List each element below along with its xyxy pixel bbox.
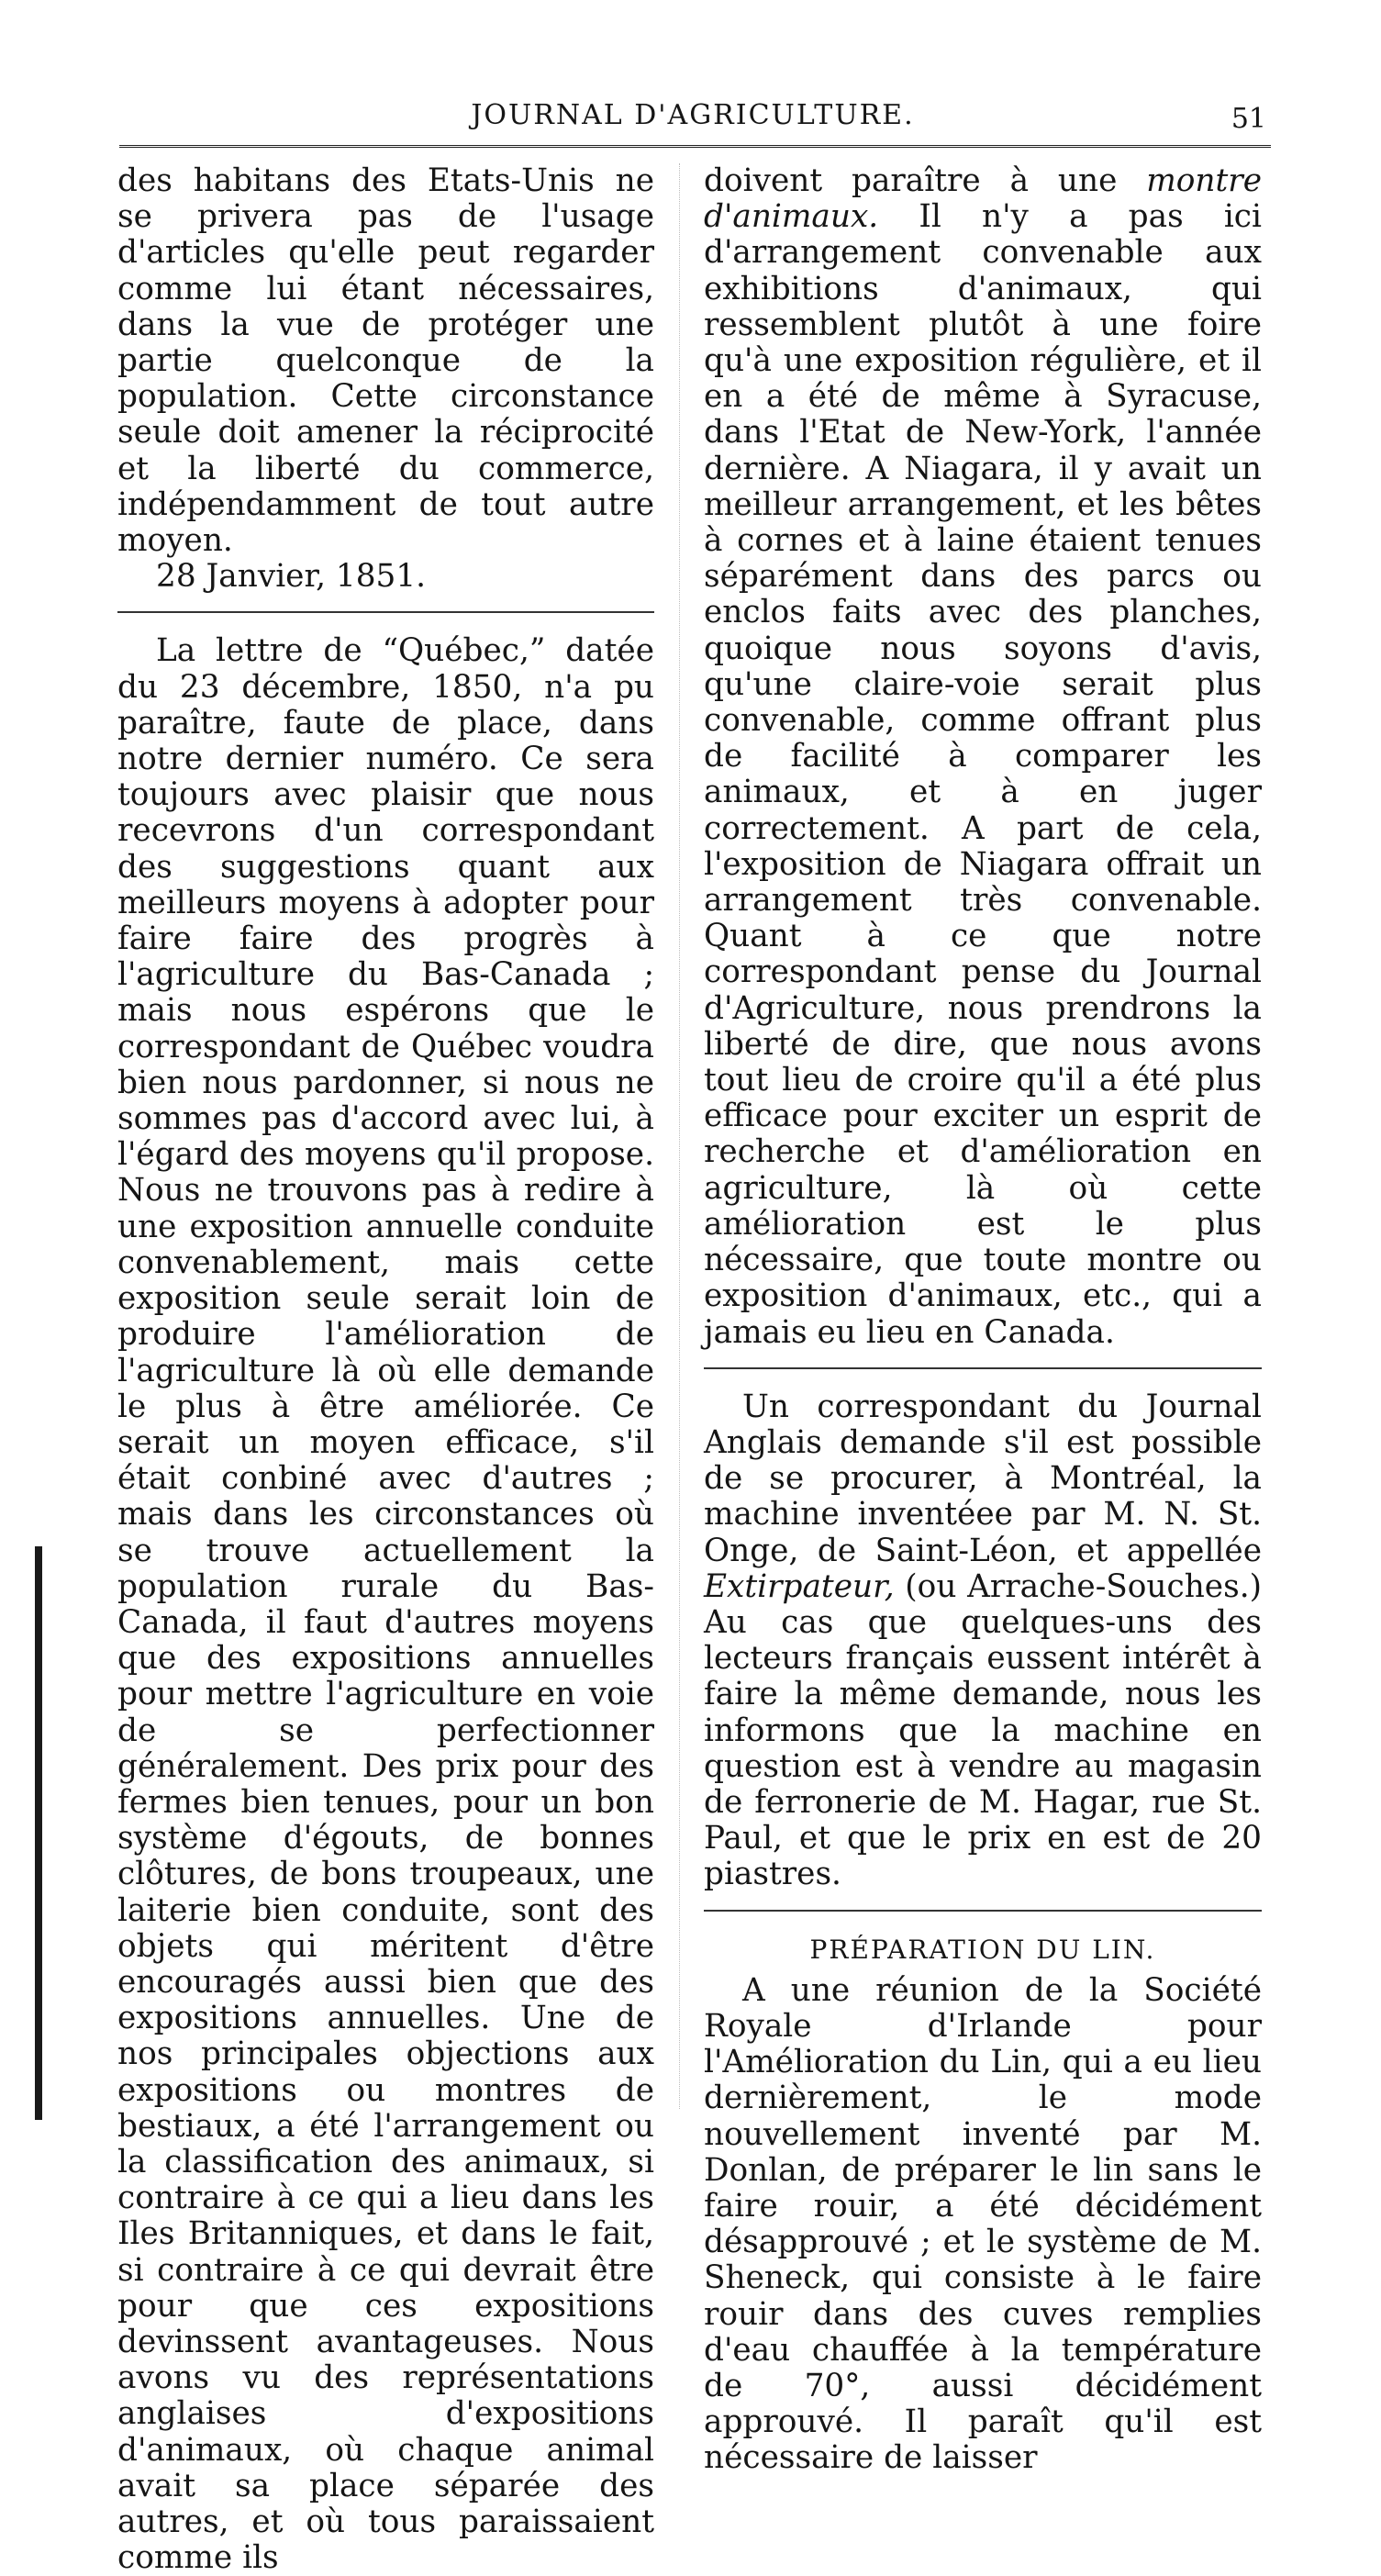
running-header <box>119 92 1266 138</box>
article-date: 28 Janvier, 1851. <box>156 558 427 596</box>
article-separator <box>704 1367 1262 1369</box>
paragraph-quebec-letter: La lettre de “Québec,” datée du 23 décembre, 1850, n'a pu paraître, faute de place, dans notre dernier numéro. Ce sera toujours avec plaisir que nous recevrons d'un correspondant des suggestions quant aux meilleurs moyens à adopter pour faire faire des progrès à l'agriculture du Bas-Canada ; mais nous espérons que le correspondant de Québec voudra bien nous pardonner, si nous ne sommes pas d'accord avec lui, à l'égard des moyens qu'il propose. Nous ne trouvons pas à redire à une exposition annuelle conduite convenablement, mais cette exposition seule serait loin de produire l'amélioration de l'agriculture là où elle demande le plus à être améliorée. Ce serait un moyen efficace, s'il était conbiné avec d'autres ; mais dans les circonstances où se trouve actuellement la population rurale du Bas-Canada, il faut d'autres moyens que des expositions annuelles pour mettre l'agriculture en voie de se perfectionner généralement. Des prix pour des fermes bien tenues, pour un bon système d'égouts, de bonnes clôtures, de bons troupeaux, une laiterie bien conduite, sont des objets qui méritent d'être encouragés aussi bien que des expositions annuelles. Une de nos principales objections aux expositions ou montres de bestiaux, a été l'arrangement ou la classification des animaux, si contraire à ce qui a lieu dans les Iles Britanniques, et dans le fait, si contraire à ce qui devrait être pour que ces expositions devinssent avantageuses. Nous avons vu des représentations anglaises d'expositions d'animaux, où chaque animal avait sa place séparée des autres, et où tous paraissaient comme ils <box>117 632 654 2576</box>
italic-phrase: Extirpateur, <box>704 1567 895 1605</box>
paragraph-extirpateur <box>704 1389 1262 1893</box>
italic-phrase: montre d'animaux. <box>704 162 1262 236</box>
journal-title: JOURNAL D'AGRICULTURE. <box>471 99 915 131</box>
column-divider <box>679 163 680 2109</box>
section-heading: PRÉPARATION DU LIN. <box>809 1934 1156 1965</box>
header-rule <box>119 145 1271 148</box>
left-column <box>117 163 654 2576</box>
right-column <box>704 163 1262 2477</box>
paragraph-reciprocity: des habitans des Etats-Unis ne se privera pas de l'usage d'articles qu'elle peut regarder comme lui étant nécessaires, dans la vue de protéger une partie quelconque de la population. Cette circonstance seule doit amener la réciprocité et la liberté du commerce, indépendamment de tout autre moyen. <box>117 162 654 560</box>
text-run: doivent paraître à une <box>704 162 1147 199</box>
text-run: (ou Arrache-Souches.) Au cas que quelques-uns des lecteurs français eussent intérêt à faire la même demande, nous les informons que la machine en question est à vendre au magasin de ferronerie de M. Hagar, rue St. Paul, et que le prix en est de 20 piastres. <box>704 1567 1262 1893</box>
page-number: 51 <box>1231 103 1266 135</box>
text-run: Un correspondant du Journal Anglais demande s'il est possible de se procurer, à Montréal, la machine inventéee par M. N. St. Onge, de Saint-Léon, et appellée <box>704 1388 1262 1569</box>
margin-bar <box>35 1546 42 2120</box>
paragraph-animal-shows <box>704 163 1262 1351</box>
article-separator <box>117 611 654 613</box>
article-separator <box>704 1910 1262 1912</box>
text-run: Il n'y a pas ici d'arrangement convenable aux exhibitions d'animaux, qui ressemblent plutôt à une foire qu'à une exposition régulière, et il en a été de même à Syracuse, dans l'Etat de New-York, l'année dernière. A Niagara, il y avait un meilleur arrangement, et les bêtes à cornes et à laine étaient tenues séparément dans des parcs ou enclos faits avec des planches, quoique nous soyons d'avis, qu'une claire-voie serait plus convenable, comme offrant plus de facilité à comparer les animaux, et à en juger correctement. A part de cela, l'exposition de Niagara offrait un arrangement très convenable. Quant à ce que notre correspondant pense du Journal d'Agriculture, nous prendrons la liberté de dire, que nous avons tout lieu de croire qu'il a été plus efficace pour exciter un esprit de recherche et d'amélioration en agriculture, là où cette amélioration est le plus nécessaire, que toute montre ou exposition d'animaux, etc., qui a jamais eu lieu en Canada. <box>704 198 1262 1351</box>
paragraph-flax-preparation: A une réunion de la Société Royale d'Irlande pour l'Amélioration du Lin, qui a eu lieu dernièrement, le mode nouvellement inventé par M. Donlan, de préparer le lin sans le faire rouir, a été décidément désapprouvé ; et le système de M. Sheneck, qui consiste à le faire rouir dans des cuves remplies d'eau chauffée à la température de 70°, aussi décidément approuvé. Il paraît qu'il est nécessaire de laisser <box>704 1971 1262 2477</box>
